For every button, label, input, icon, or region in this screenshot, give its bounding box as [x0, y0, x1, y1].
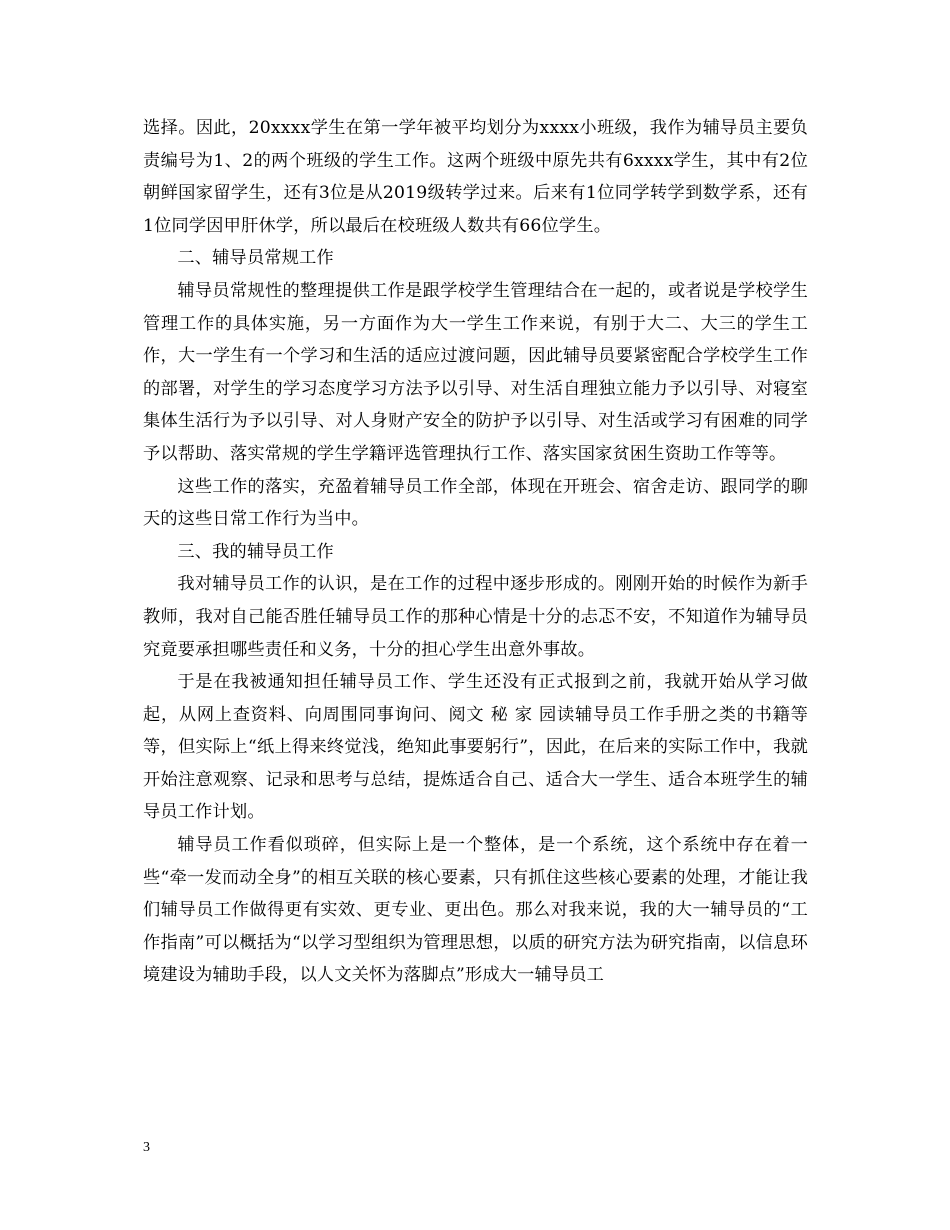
section-heading-my-work: 三、我的辅导员工作	[177, 541, 334, 562]
paragraph-work-implementation: 这些工作的落实，充盈着辅导员工作全部，体现在开班会、宿舍走访、跟同学的聊天的这些日常工作行为当中。	[143, 476, 808, 530]
paragraph-learning: 于是在我被通知担任辅导员工作、学生还没有正式报到之前，我就开始从学习做起，从网上查资料、向周围同事询问、阅文 秘 家 园读辅导员工作手册之类的书籍等等，但实际上“纸上得来终觉浅，绝知此事要躬行”，因此，在后来的实际工作中，我就开始注意观察、记录和思考与总结，提炼适合自己、适合大一学生、适合本班学生的辅导员工作计划。	[143, 672, 808, 823]
page-number: 3	[143, 1140, 150, 1155]
document-body	[143, 112, 808, 992]
paragraph-system: 辅导员工作看似琐碎，但实际上是一个整体，是一个系统，这个系统中存在着一些“牵一发而动全身”的相互关联的核心要素，只有抓住这些核心要素的处理，才能让我们辅导员工作做得更有实效、更专业、更出色。那么对我来说，我的大一辅导员的“工作指南”可以概括为“以学习型组织为管理思想，以质的研究方法为研究指南，以信息环境建设为辅助手段，以人文关怀为落脚点”形成大一辅导员工	[143, 835, 808, 986]
paragraph-class-overview: 选择。因此，20xxxx学生在第一学年被平均划分为xxxx小班级，我作为辅导员主要负责编号为1、2的两个班级的学生工作。这两个班级中原先共有6xxxx学生，其中有2位朝鲜国家留学生，还有3位是从2019级转学过来。后来有1位同学转学到数学系，还有1位同学因甲肝休学，所以最后在校班级人数共有66位学生。	[143, 118, 808, 236]
paragraph-routine-work: 辅导员常规性的整理提供工作是跟学校学生管理结合在一起的，或者说是学校学生管理工作的具体实施，另一方面作为大一学生工作来说，有别于大二、大三的学生工作，大一学生有一个学习和生活的适应过渡问题，因此辅导员要紧密配合学校学生工作的部署，对学生的学习态度学习方法予以引导、对生活自理独立能力予以引导、对寝室集体生活行为予以引导、对人身财产安全的防护予以引导、对生活或学习有困难的同学予以帮助、落实常规的学生学籍评选管理执行工作、落实国家贫困生资助工作等等。	[143, 280, 808, 464]
section-heading-routine-work: 二、辅导员常规工作	[177, 248, 334, 269]
paragraph-understanding: 我对辅导员工作的认识，是在工作的过程中逐步形成的。刚刚开始的时候作为新手教师，我对自己能否胜任辅导员工作的那种心情是十分的忐忑不安，不知道作为辅导员究竟要承担哪些责任和义务，十分的担心学生出意外事故。	[143, 574, 808, 660]
